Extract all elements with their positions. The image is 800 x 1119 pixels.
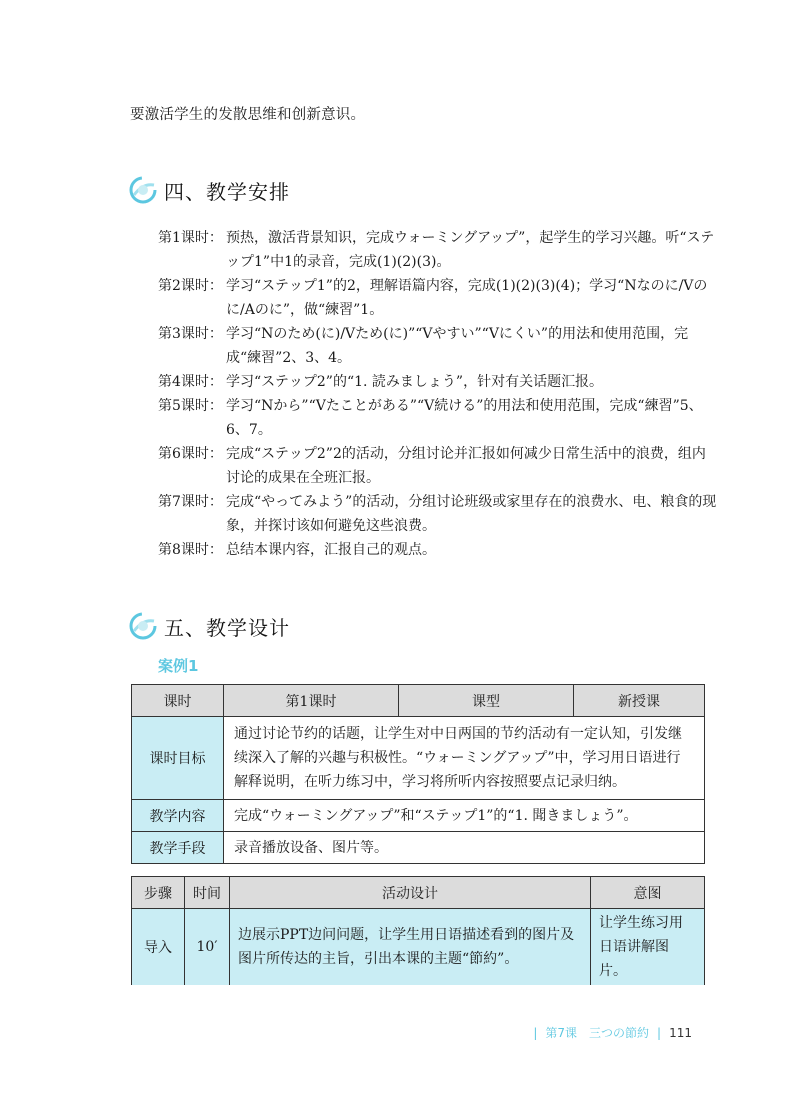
lesson-info-table bbox=[131, 684, 705, 864]
lesson-label: 第6课时： bbox=[158, 446, 223, 462]
table-header-cell: 意图 bbox=[591, 877, 705, 909]
time-cell: 10′ bbox=[185, 909, 230, 986]
table-header-row bbox=[132, 685, 705, 717]
list-item bbox=[158, 394, 718, 442]
row-content: 完成“ウォーミングアップ”和“ステップ1”的“1. 聞きましょう”。 bbox=[224, 800, 705, 832]
lesson-label: 第5课时： bbox=[158, 398, 223, 414]
step-cell: 导入 bbox=[132, 909, 185, 986]
table-row bbox=[132, 717, 705, 800]
lesson-text: 学习“Nのため(に)/Vため(に)”“Vやすい”“Vにくい”的用法和使用范围，完成“練習”2、3、4。 bbox=[226, 326, 689, 366]
section-title: 四、教学安排 bbox=[164, 179, 290, 204]
table-row bbox=[132, 909, 705, 986]
lesson-label: 第7课时： bbox=[158, 494, 223, 510]
section-heading-5 bbox=[128, 610, 290, 642]
lesson-label: 第1课时： bbox=[158, 230, 223, 246]
table-row bbox=[132, 800, 705, 832]
row-label: 教学手段 bbox=[132, 832, 224, 864]
table-header-cell: 第1课时 bbox=[224, 685, 399, 717]
lesson-text: 学习“ステップ2”的“1. 読みましょう”，针对有关话题汇报。 bbox=[226, 374, 604, 390]
row-label: 课时目标 bbox=[132, 717, 224, 800]
activity-table bbox=[131, 876, 705, 985]
table-row bbox=[132, 832, 705, 864]
list-item bbox=[158, 274, 718, 322]
activity-cell: 边展示PPT边问问题，让学生用日语描述看到的图片及图片所传达的主旨，引出本课的主题“節約”。 bbox=[230, 909, 591, 986]
list-item bbox=[158, 226, 718, 274]
section-swirl-icon bbox=[128, 611, 158, 641]
lesson-text: 总结本课内容，汇报自己的观点。 bbox=[226, 542, 436, 558]
intent-cell: 让学生练习用日语讲解图片。 bbox=[591, 909, 705, 986]
row-content: 通过讨论节约的话题，让学生对中日两国的节约活动有一定认知，引发继续深入了解的兴趣与积极性。“ウォーミングアップ”中，学习用日语进行解释说明，在听力练习中，学习将所听内容按照要点记录归纳。 bbox=[224, 717, 705, 800]
intro-text: 要激活学生的发散思维和创新意识。 bbox=[130, 107, 366, 123]
lesson-text: 学习“Nから”“Vたことがある”“V続ける”的用法和使用范围，完成“練習”5、6、7。 bbox=[226, 398, 703, 438]
lesson-text: 完成“やってみよう”的活动，分组讨论班级或家里存在的浪费水、电、粮食的现象，并探讨该如何避免这些浪费。 bbox=[226, 494, 717, 534]
footer-divider-icon: | bbox=[533, 1025, 538, 1040]
row-content: 录音播放设备、图片等。 bbox=[224, 832, 705, 864]
list-item bbox=[158, 538, 718, 562]
lesson-schedule-list bbox=[158, 226, 718, 562]
lesson-label: 第2课时： bbox=[158, 278, 223, 294]
table-header-cell: 活动设计 bbox=[230, 877, 591, 909]
lesson-text: 完成“ステップ2”2的活动，分组讨论并汇报如何减少日常生活中的浪费，组内讨论的成果在全班汇报。 bbox=[226, 446, 706, 486]
table-header-cell: 时间 bbox=[185, 877, 230, 909]
table-header-cell: 步骤 bbox=[132, 877, 185, 909]
lesson-text: 预热，激活背景知识，完成ウォーミングアップ”，起学生的学习兴趣。听“ステップ1”中1的录音，完成(1)(2)(3)。 bbox=[226, 230, 715, 270]
lesson-label: 第8课时： bbox=[158, 542, 223, 558]
list-item bbox=[158, 490, 718, 538]
section-heading-4 bbox=[128, 174, 290, 206]
lesson-label: 第3课时： bbox=[158, 326, 223, 342]
table-header-cell: 课型 bbox=[399, 685, 574, 717]
list-item bbox=[158, 370, 718, 394]
list-item bbox=[158, 322, 718, 370]
footer-divider-icon: | bbox=[657, 1025, 662, 1040]
page-footer bbox=[533, 1024, 692, 1041]
table-header-cell: 课时 bbox=[132, 685, 224, 717]
case-label: 案例1 bbox=[158, 657, 199, 675]
row-label: 教学内容 bbox=[132, 800, 224, 832]
lesson-text: 学习“ステップ1”的2，理解语篇内容，完成(1)(2)(3)(4)；学习“Nなのに/Vのに/Aのに”，做“練習”1。 bbox=[226, 278, 708, 318]
footer-lesson-ref: 第7课 三つの節約 bbox=[545, 1026, 650, 1040]
section-title: 五、教学设计 bbox=[164, 615, 290, 640]
lesson-label: 第4课时： bbox=[158, 374, 223, 390]
table-header-cell: 新授课 bbox=[574, 685, 705, 717]
section-swirl-icon bbox=[128, 175, 158, 205]
page-number: 111 bbox=[669, 1025, 692, 1040]
list-item bbox=[158, 442, 718, 490]
table-header-row bbox=[132, 877, 705, 909]
